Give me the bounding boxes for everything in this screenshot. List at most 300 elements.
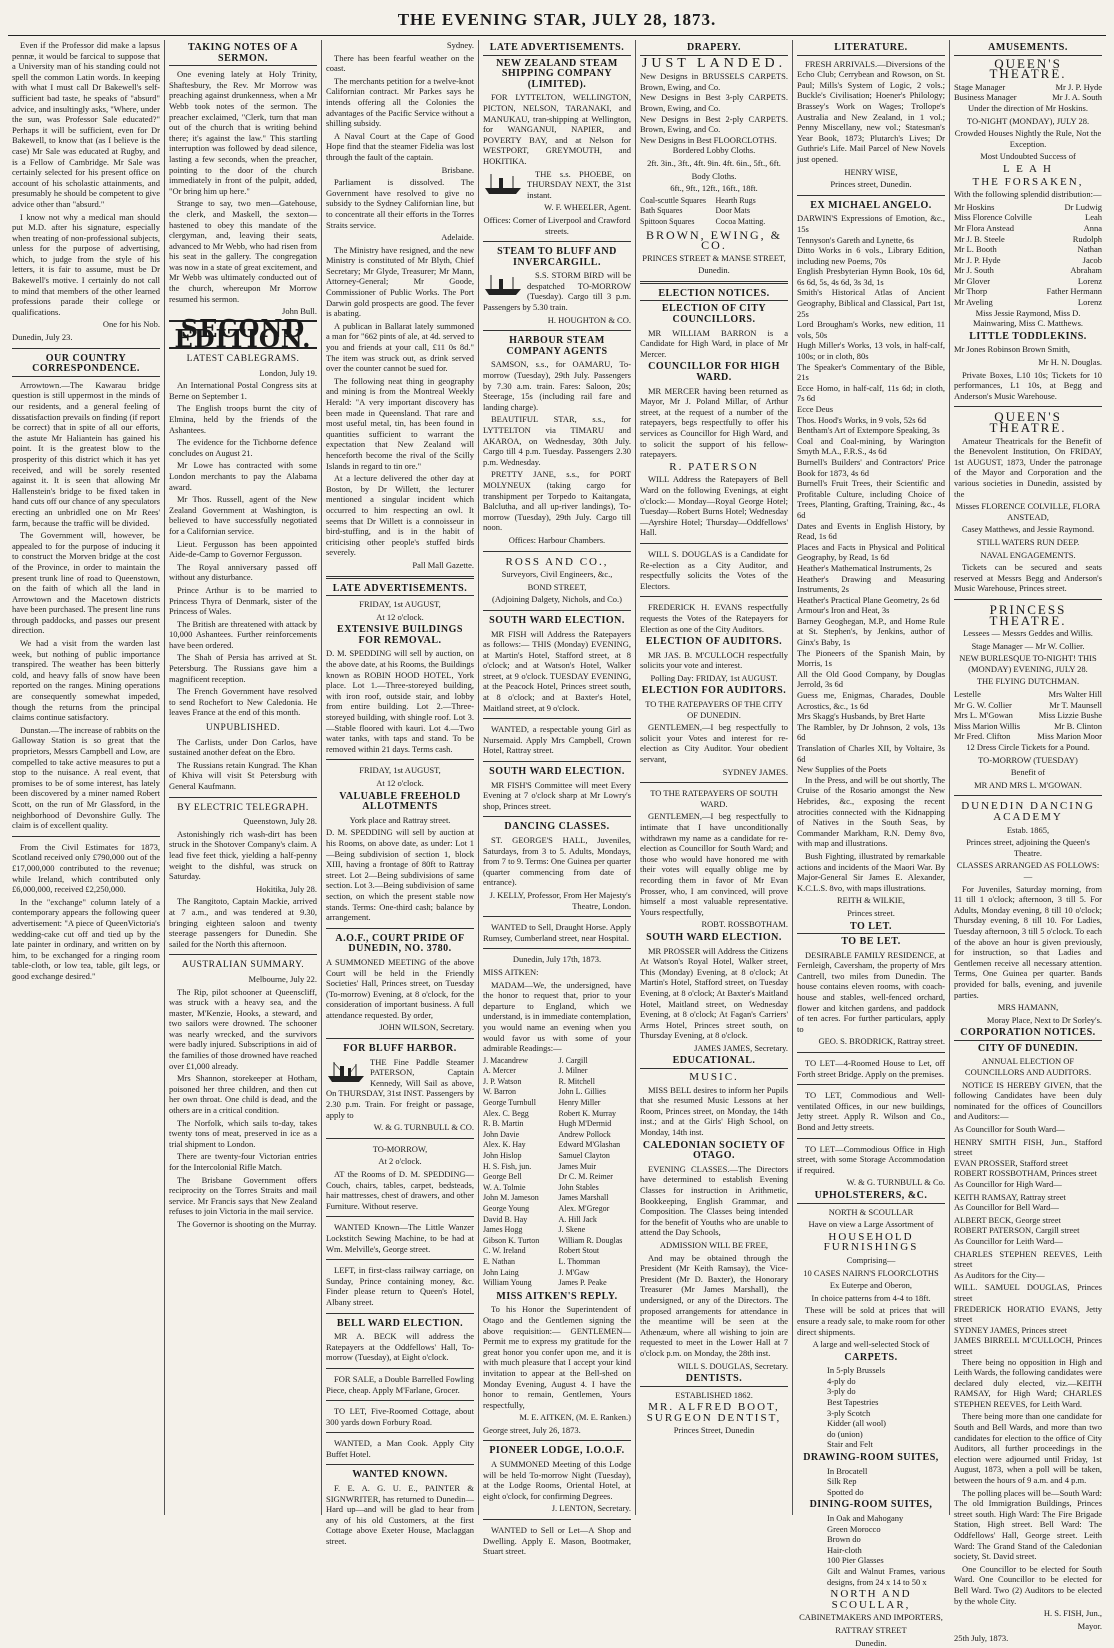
leith-candidates (954, 1249, 1102, 1270)
ad-date: 25th July, 1873. (954, 1633, 1009, 1644)
text-line: Prince Arthur is to be married to Princess Thyra of Denmark, sister of the Princess of Wales. (169, 584, 317, 617)
text-line: WILL. SAMUEL DOUGLAS, Princes street (954, 1282, 1102, 1303)
ad-body: EVENING CLASSES.—The Directors have determined to establish Evening Classes for instruction in Arithmetic, Bookkeeping, English Grammar, and Composition. The Classes being intended for the benefit of Youths who are unable to attend the Day Schools, (640, 1163, 788, 1238)
text-line: HENRY SMITH FISH, Jun., Stafford street (954, 1136, 1102, 1158)
ad-body: Amateur Theatricals for the Benefit of the Benevolent Institution, On FRIDAY, 1st AUGUST, 1873, Under the patronage of the Mayor and Corporation and the various societies in Dunedin, assisted by the (954, 435, 1102, 499)
divider (797, 1052, 945, 1053)
cast-cell: Mr L. Booth (954, 244, 997, 255)
ad-line: Ex Euterpe and Oberon, (829, 1280, 913, 1291)
divider (954, 406, 1102, 407)
ad-addressee: TO THE RATEPAYERS OF THE CITY OF DUNEDIN. (645, 699, 783, 720)
ad-body: MR MERCER having been returned as Mayor, Mr J. Poland Millar, of Arthur street, at the request of a number of the ratepayers, begs respectfully to offer his services as Councillor for High Ward, and to solicit the support of his fellow-ratepayers. (640, 385, 788, 460)
south-candidates (954, 1137, 1102, 1179)
ad-line: 12 Dress Circle Tickets for a Pound. (966, 742, 1090, 753)
ad-body: MR PROSSER will Address the Citizens At Watson's Royal Hotel, Walker street, This (Monday) Evening, at 8 o'clock; At Martin's Hotel, Stafford street, on Tuesday Evening, at 8 o'clock; At Baxter's Maitland Hotel, Maitland street, on Wednesday Evening, at 8 o'clock; At Fagan's Carriers' Arms Hotel, Princes street south, on Thursday Evening, at 8 o'clock. (640, 945, 788, 1041)
ad-date: FRIDAY, 1st AUGUST, (359, 765, 441, 776)
ad-line: Polling Day: FRIDAY, 1st AUGUST. (650, 672, 778, 683)
ad-address: (Adjoining Dalgety, Nichols, and Co.) (492, 594, 622, 605)
ad-tolet: TO LET—4-Roomed House to Let, off Forth street Bridge. Apply on the premises. (797, 1058, 945, 1079)
ad-line: Lessees — Messrs Geddes and Willis. (963, 628, 1093, 639)
divider (640, 543, 788, 544)
text-line: Mr Thos. Russell, agent of the New Zealand Government at Washington, is believed to have successfully negotiated for a Californian service. (169, 494, 317, 536)
cast-list-2 (954, 689, 1102, 742)
ad-body: Bush Fighting, illustrated by remarkable actions and incidents of the Maori War. By Major-General Sir James E. Alexander, K.C.L.S. 8vo, with maps illustrations. (797, 850, 945, 893)
cast-cell: Mr Thorp (954, 286, 988, 297)
text-line: Translation of Charles XII, by Voltaire, 3s 6d (797, 743, 945, 764)
squares-left (640, 196, 713, 228)
ad-address: Moray Place, Next to Dr Sorley's. (986, 1014, 1102, 1025)
ad-title: CARPETS. (844, 1351, 898, 1363)
cast-cell: Mr Fred. Clifton (954, 731, 1011, 742)
text-line: Ditto Works in 6 vols., Library Edition, including new Poems, 70s (797, 245, 945, 266)
text-line: William R. Douglas (558, 1235, 623, 1245)
ad-title: CALEDONIAN SOCIETY OF OTAGO. (642, 1139, 786, 1162)
ad-line: Casey Matthews, and Jessie Raymond. (961, 524, 1095, 535)
text-line: Henry Miller (558, 1098, 601, 1108)
tolet-section: TO LET. (797, 922, 945, 935)
text-line: A. Hill Jack (558, 1214, 597, 1224)
text-line: In Oak and Mahogany (827, 1513, 904, 1523)
ad-wanted: WANTED, a respectable young Girl as Nursemaid. Apply Mrs Campbell, Crown Hotel, Rattray street. (483, 724, 631, 756)
aus-paragraphs (169, 987, 317, 1230)
text-line: The Norfolk, which sails to-day, takes twenty tons of meat, preserved in ice as a trial shipment to London. (169, 1117, 317, 1149)
cast-cell: Miss Marion Moor (1037, 731, 1102, 742)
ad-body: S.S. STORM BIRD will be despatched TO-MORROW (Tuesday). Cargo till 3 p.m. Passengers by 5.30 train. (483, 270, 631, 313)
ad-title: ELECTION FOR AUDITORS. (641, 685, 787, 697)
divider (483, 816, 631, 817)
ad-line: CLASSES ARRANGED AS FOLLOWS:— (956, 860, 1100, 881)
ad-line: Mr H. N. Douglas. (1038, 357, 1102, 368)
divider (640, 596, 788, 597)
ad-signature: WILL S. DOUGLAS, Secretary. (677, 1360, 788, 1371)
text-line: The Rambler, by Dr Johnson, 2 vols, 13s 6d (797, 721, 945, 743)
ad-title: STEAM TO BLUFF AND INVERCARGILL. (497, 246, 617, 268)
aus-title: AUSTRALIAN SUMMARY. (181, 960, 305, 971)
column-2 (165, 40, 322, 1515)
text-line: Alex. M'Gregor (558, 1204, 610, 1213)
text-line: We had a visit from the warden last week, but nothing of public importance transpired. The weather has been bitterly cold, and heavy falls of snow have been reported on the ranges. Mining operations are consequently somewhat impeded, though the returns from the principal claims continue satisfactory. (12, 638, 160, 723)
text-line: New Designs in Best FLOORCLOTHS. (640, 134, 777, 145)
ad-line: As Councillor for South Ward— (954, 1124, 1065, 1135)
divider (326, 759, 474, 760)
text-line: James Muir (558, 1161, 597, 1171)
text-line: Guess me, Enigmas, Charades, Double Acrostics, &c., 1s 6d (797, 690, 945, 711)
dentists-section: DENTISTS. (640, 1374, 788, 1387)
text-line: Spotted do (827, 1486, 864, 1497)
civil-paragraphs (12, 842, 160, 982)
unpublished-title: UNPUBLISHED. (205, 723, 281, 734)
ad-address: Princes street. (847, 907, 895, 918)
text-line: Hair-cloth (827, 1544, 862, 1555)
country-title: OUR COUNTRY CORRESPONDENCE. (12, 354, 160, 377)
text-line: The following neat thing in geography and mining is from the Montreal Weekly Herald: "A very important discovery has been made in Queensland. That rare and most useful metal, tin, has been found in quantities sufficient to warrant the expectation that New Zealand will henceforth become the rival of the Scilly Islands in regard to tin ore." (326, 375, 474, 471)
cast-cell: Mrs Walter Hill (1048, 689, 1102, 700)
ad-title: WANTED KNOWN. (352, 1469, 448, 1481)
ad-wanted: WANTED, a Man Cook. Apply City Buffet Hotel. (326, 1438, 474, 1459)
ad-title: HARBOUR STEAM COMPANY AGENTS (506, 335, 608, 357)
ad-line: ADMISSION WILL BE FREE, (659, 1239, 769, 1250)
ad-title: A.O.F., COURT PRIDE OF DUNEDIN, NO. 3780. (335, 932, 465, 955)
cast-cell: Mr J. P. Hyde (954, 254, 1001, 265)
ad-time: At 12 o'clock. (376, 778, 424, 788)
ad-left: LEFT, in first-class railway carriage, on Sunday, Prince containing money, &c. Finder please return to Queen's Hotel, Albany street. (326, 1265, 474, 1307)
text-line: J. Cargill (558, 1055, 588, 1065)
ad-line: Have on view a Large Assortment of (808, 1219, 934, 1230)
masthead-title: THE EVENING STAR, JULY 28, 1873. (397, 10, 717, 29)
cast-cell: Dr Ludwig (1064, 201, 1102, 212)
text-line: In Brocatell (827, 1465, 868, 1476)
sydney-paragraphs (326, 53, 474, 163)
text-line: Edward M'Glashan (558, 1140, 621, 1150)
ad-body: FRESH ARRIVALS.—Diversions of the Echo Club; Cerrybean and Rowson, on St. Paul; Mills's System of Logic, 2 vols.; Buckle's Civilisation; Hoener's Philology; Brassey's Work on Wages; Trollope's Australia and New Zealand, in 1 vol.; Penny Miscellany, new vol.; Statesman's Year Book, 1873; Plutarch's Lives; Dr Guthrie's Life. Mail Parcel of New Novels just opened. (797, 58, 945, 164)
text-line: The merchants petition for a twelve-knot Californian contract. Mr Parkes says he intends offering all the Colonies the advantages of the Pacific Service without a shilling subsidy. (326, 75, 474, 129)
ad-body: THE s.s. PHOEBE, on THURSDAY NEXT, the 31st instant. (527, 168, 631, 200)
ad-wanted: WANTED to Sell, Draught Horse. Apply Rumsey, Cumberland street, near Hospital. (483, 922, 631, 943)
text-line: New Designs in BRUSSELS CARPETS. Brown, Ewing, and Co. (640, 71, 788, 92)
divider (483, 761, 631, 762)
ad-body: MR A. BECK will address the Ratepayers at the Oddfellows' Hall, To-morrow (Tuesday), at Eight o'clock. (326, 1331, 474, 1363)
divider (483, 610, 631, 611)
text-line: The Carlists, under Don Carlos, have sustained another defeat on the Ebro. (169, 736, 317, 758)
ad-body: To his Honor the Superintendent of Otago and the Gentlemen signing the above requisition:— GENTLEMEN—Permit me to express my gratitude for the great honor you confer upon me, and it is with much pleasure that I accept your kind invitation to appear at the Bell-shed on Monday Evening, August 4. I have the honor to remain, Gentlemen, Yours respectfully, (483, 1304, 631, 1410)
text-line: Bentham's Art of Extempore Speaking, 3s (797, 425, 940, 436)
cast-cell: Miss Lizzie Bushe (1038, 710, 1102, 721)
column-6 (793, 40, 950, 1648)
text-line: At a lecture delivered the other day at Boston, by Dr Willett, the lecturer mentioned a singular incident which occurred to him respecting an owl. It seems that Dr Willett is a connoisseur in bird-stuffing, and is in the habit of criticising other people's stuffed birds severely. (326, 473, 474, 558)
ad-body: PRETTY JANE, s.s., for PORT MOLYNEUX (taking cargo for transhipment per Torpedo to Kaitangata, Balclutha, and all up-river landings), To-morrow (Tuesday), 29th July. Cargo till noon. (483, 469, 631, 533)
text-line: ALBERT BECK, George street (954, 1214, 1061, 1225)
cast-cell: Rudolph (1072, 233, 1102, 244)
ad-signature: GEO. S. BRODRICK, Rattray street. (818, 1036, 945, 1047)
divider (797, 195, 945, 196)
sermon-title: TAKING NOTES OF A SERMON. (169, 43, 317, 66)
divider (326, 1368, 474, 1369)
ad-title: LITTLE TODDLEKINS. (969, 330, 1087, 342)
late-ads-title: LATE ADVERTISEMENTS. (326, 584, 474, 597)
steamship-icon (326, 1058, 366, 1084)
text-line: Arrowtown.—The Kawarau bridge question is still uppermost in the minds of our residents, and a general feeling of dissatisfaction prevails on finding (if report be correct) that in spite of all our efforts, the astute Mr Haliantein has gained his point. It is the greatest blow to the prosperity of this district which it has yet received, and will be sorely resented against it. It is seen that allowing Mr Hallenstein's bridge to be fixed taken in hand cuts off our chance of any speculators erecting an unbridled one on Mr Rees' farm, because the traffic will be divided. (12, 379, 160, 528)
text-line: DARWIN'S Expressions of Emotion, &c., 15s (797, 213, 945, 234)
text-line: John L. Gillies (558, 1087, 606, 1097)
text-line: George Turnbull (483, 1098, 536, 1108)
ad-line: Under the direction of Mr Hoskins. (968, 102, 1088, 113)
ad-address: Offices: Corner of Liverpool and Crawford streets. (483, 214, 631, 236)
carpet-list (797, 1365, 945, 1450)
ad-body: MADAM—We, the undersigned, have the honor to request that, prior to your departure to England, which we understand, is in immediate contemplation, you would name an evening when you would favor us with some of your admirable Readings:— (483, 979, 631, 1054)
ad-body: A SUMMONED Meeting of this Lodge will be held To-morrow Night (Tuesday), at the Lodge Rooms, Oriental Hotel, at eight o'clock, for confirming Degrees. (483, 1459, 631, 1501)
ad-line: Princes street, adjoining the Queen's Theatre. (966, 837, 1090, 858)
ad-title: SOUTH WARD ELECTION. (489, 766, 625, 778)
cast-row (954, 265, 1102, 276)
text-line: EVAN PROSSER, Stafford street (954, 1157, 1068, 1168)
late-ads-title: LATE ADVERTISEMENTS. (483, 43, 631, 56)
ad-signature: J. LENTON, Secretary. (551, 1503, 631, 1514)
ad-heading: JUST LANDED. (641, 55, 787, 71)
text-line: Cocoa Matting. (715, 216, 766, 226)
text-line: John Davie (483, 1129, 520, 1139)
text-line: George Bell (483, 1172, 522, 1182)
cast-row (954, 244, 1102, 255)
ad-title: DANCING CLASSES. (504, 821, 610, 833)
ad-line: As Councillor for Leith Ward— (954, 1235, 1063, 1246)
credit-row (954, 82, 1102, 93)
divider (797, 1138, 945, 1139)
text-line: do (union) (827, 1428, 863, 1439)
educational-section: EDUCATIONAL. (640, 1056, 788, 1069)
ad-line: NAVAL ENGAGEMENTS. (980, 549, 1076, 560)
text-line: Ecce Homo, in half-calf, 11s 6d; in cloth, 7s 6d (797, 382, 945, 404)
text-line: From the Civil Estimates for 1873, Scotland received only £790,000 out of the £17,000,000 contributed to the revenue; while Ireland, which contributed only £6,000,000, received £2,250,000. (12, 841, 160, 895)
cast-cell: Leah (1085, 212, 1102, 223)
corporation-section: CORPORATION NOTICES. (954, 1028, 1102, 1041)
cast-row (954, 223, 1102, 234)
ad-line: CABINETMAKERS AND IMPORTERS, (799, 1612, 943, 1623)
ad-body: A SUMMONED MEETING of the above Court will be held in the Friendly Societies' Hall, Princes street, on Tuesday (To-morrow) Evening, at 8 o'clock, for the consideration of important business. A full attendance requested. By order, (326, 956, 474, 1020)
ad-body: THE Fine Paddle Steamer PATERSON, Captain Kennedy, Will Sail as above, On THURSDAY, 31st INST. Passengers by 2.30 p.m. Train. For freight or passage, apply to (326, 1056, 474, 1120)
text-line: John M. Jameson (483, 1193, 539, 1203)
text-line: Ecce Deus (797, 404, 834, 414)
cast-row (954, 721, 1102, 732)
text-line: R. Mitchell (558, 1076, 595, 1086)
second-edition-banner: SECOND EDITION. (169, 320, 317, 349)
ad-line: In choice patterns from 4-4 to 18ft. (811, 1292, 931, 1303)
text-line: Coal-scuttle Squares (640, 195, 706, 205)
book-list (797, 213, 945, 774)
text-line: There are twenty-four Victorian entries for the Intercolonial Rifle Match. (169, 1151, 317, 1172)
column-5 (636, 40, 793, 1515)
text-line: James Marshall (558, 1193, 609, 1203)
electric-title: BY ELECTRIC TELEGRAPH. (177, 802, 309, 813)
ad-freehold (326, 765, 474, 922)
text-line: Thos. Hood's Works, in 9 vols, 52s 6d (797, 414, 927, 425)
text-line: 4-ply do (827, 1375, 856, 1386)
divider (326, 1464, 474, 1465)
ad-title: BELL WARD ELECTION. (336, 1317, 464, 1329)
ad-title: SOUTH WARD ELECTION. (646, 931, 782, 943)
text-line: The Government will, however, be appealed to for the purpose of inducing it to construct the Morven bridge at the cost of the Province, in order to maintain the present trunk line of road to Queenstown, on the faith of which all the land in Arrowtown and the Macetown districts have been purchased. The present line runs through paddocks, and passes our present direction. (12, 530, 160, 636)
text-line: Burnell's Fruit Trees, their Scientific and Profitable Culture, including Choice of Trees, Planting, Grafting, Training, &c., 4s 6d (797, 478, 945, 520)
ad-body: MR FISH will Address the Ratepayers as follows:— THIS (Monday) EVENING, at Martin's Hotel, Stafford street, at 8 o'clock; and at Watson's Hotel, Walker street, at 9 o'clock. TUESDAY EVENING, at the Peacock Hotel, Princes street south, at 8 o'clock; and at Baxter's Hotel, Maitland street, at 9 o'clock. (483, 628, 631, 713)
text-line: Armour's Iron and Heat, 3s (797, 605, 890, 616)
cast-cell: Miss Marion Willis (954, 720, 1021, 731)
cast-cell: Nathan (1077, 244, 1102, 255)
divider (640, 782, 788, 783)
divider (326, 1138, 474, 1139)
cast-row (954, 212, 1102, 223)
text-line: The British are threatened with attack by 10,000 Ashantees. Further reinforcements have been ordered. (169, 618, 317, 650)
text-line: Gilt and Walnut Frames, various designs, from 24 x 14 to 50 x (827, 1565, 945, 1587)
ad-line: As Councillor for Bell Ward— (954, 1202, 1059, 1213)
ad-forsale: FOR SALE, a Double Barrelled Fowling Piece, cheap. Apply M'Farlane, Grocer. (326, 1373, 474, 1395)
sermon-source: John Bull. (282, 306, 317, 317)
credit-role: Business Manager (954, 92, 1017, 103)
divider (483, 1519, 631, 1520)
steamship-icon (483, 170, 523, 196)
text-line: 3-ply do (827, 1386, 856, 1397)
ad-heading: BROWN, EWING, & CO. (646, 227, 782, 253)
cast-cell: Mr T. Maunsell (1049, 699, 1102, 710)
text-line: CHARLES STEPHEN REEVES, Leith street (954, 1248, 1102, 1270)
text-line: Mrs Skagg's Husbands, by Bret Harte (797, 711, 926, 722)
ad-line: 6ft., 9ft., 12ft., 16ft., 18ft. (670, 183, 758, 194)
cables-paragraphs (169, 380, 317, 718)
ad-line: Bordered Lobby Cloths. (672, 145, 756, 156)
ad-bluff (326, 1044, 474, 1133)
text-line: A Naval Court at the Cape of Good Hope find that the steamer Fidelia was lost through the fault of the captain. (326, 130, 474, 162)
ad-line: Mr Jones Robinson Brown Smith, (954, 344, 1070, 355)
text-line: New Designs in Best 3-ply CARPETS. Brown, Ewing, and Co. (640, 92, 788, 113)
ad-title: EX MICHAEL ANGELO. (810, 199, 932, 211)
text-line: Samuel Clayton (558, 1151, 610, 1161)
ad-title: ELECTION OF AUDITORS. (645, 636, 783, 648)
text-line: JAMES BIRRELL M'CULLOCH, Princes street (954, 1335, 1102, 1356)
ad-body: WILL S. DOUGLAS is a Candidate for Re-election as a City Auditor, and respectfully solicits the Votes of the Electors. (640, 548, 788, 591)
ad-signature: H. S. FISH, Jun., (1043, 1608, 1102, 1619)
text-line: Bath Squares (640, 206, 683, 216)
cast-row (954, 255, 1102, 266)
cast-row (954, 276, 1102, 287)
ad-title: PIONEER LODGE, I.O.O.F. (489, 1445, 625, 1457)
ad-title: CITY OF DUNEDIN. (977, 1042, 1079, 1054)
ad-body: BEAUTIFUL STAR, s.s., for LYTTELTON via TIMARU and AKAROA, on Wednesday, 30th July. Cargo till 4 p.m. Tuesday. Passengers 2.30 p.m. Wednesday. (483, 414, 631, 467)
ad-title: ELECTION OF CITY COUNCILLORS. (661, 303, 767, 326)
divider (483, 551, 631, 552)
cast-cell: Lestelle (954, 689, 981, 700)
text-line: SYDNEY JAMES, Princes street (954, 1324, 1068, 1335)
text-line: David B. Hay (483, 1214, 528, 1224)
divider (483, 916, 631, 917)
ad-line: Comprising— (846, 1254, 896, 1265)
divider (12, 348, 160, 349)
ad-date: Dunedin, July 17th, 1873. (512, 954, 602, 965)
text-line: Hugh M'Dermid (558, 1119, 612, 1129)
ad-signature: ROBT. ROSSBOTHAM. (701, 919, 788, 930)
ad-aof (326, 934, 474, 1033)
ad-line: Benefit of (1010, 767, 1046, 778)
divider (954, 599, 1102, 600)
text-line: 100 Pier Glasses (827, 1555, 884, 1566)
ad-body: SAMSON, s.s., for OAMARU, To-morrow (Tuesday), 29th July. Passengers by 7.30 a.m. train. Fares: Saloon, 20s; Steerage, 15s (including rail fare and landing charge). (483, 359, 631, 412)
divider (326, 1038, 474, 1039)
text-line: John Laing (483, 1267, 519, 1277)
text-line: W. A. Tolmie (483, 1182, 526, 1192)
ad-wanted: WANTED Known—The Little Wanzer Lockstitch Sewing Machine, to be had at Wm. Melville's, George street. (326, 1222, 474, 1254)
adelaide-dateline: Adelaide. (441, 232, 474, 243)
steamship-icon (483, 271, 523, 297)
text-line: Robert K. Murray (558, 1108, 617, 1118)
ad-body: For Juveniles, Saturday morning, from 11 till 1 o'clock; afternoon, 3 till 5. For Adults, Monday evening, 8 till 10 o'clock; Thursday evening, 8 till 10. For Ladies, Tuesday afternoon, 3 till 5 o'clock. To each of the above an hour is given previously, for instruction, so that Ladies and Gentlemen receive all necessary attention. Terms, One Guinea per quarter. Bands provided for balls, evening, and juvenile parties. (954, 883, 1102, 1000)
divider (326, 928, 474, 929)
ad-line: 10 CASES NAIRN'S FLOORCLOTHS (803, 1267, 939, 1278)
text-line: In the "exchange" column lately of a contemporary appears the following queer advertisement: "A piece of QueenVictoria's wedding-cake cut off and tied up by the late painter in ordinary, and written on by him, to be exchanged for a ringing room table-cloth, or low tea, table, gilt legs, or good exchange desired." (12, 896, 160, 981)
ad-body: D. M. SPEDDING will sell by auction at his Rooms, on above date, as under: Lot 1—Being subdivision of section 1, block XIII, having a frontage of 80ft to Rattray street. Lot 2—Being subdivisions of same section. Lot 3.—Being subdivision of same section, on which the present stable now stands. Terms: One-third cash; balance by arrangement. (326, 827, 474, 923)
ad-line: ANNUAL ELECTION OF COUNCILLORS AND AUDITORS. (964, 1056, 1092, 1078)
text-line: J. Macandrew (483, 1055, 528, 1065)
cast-list (954, 202, 1102, 308)
text-line: J. Skene (558, 1225, 586, 1235)
text-line: Brown do (827, 1534, 861, 1545)
ad-heading: R. PATERSON (669, 460, 759, 473)
cast-row (954, 286, 1102, 297)
ad-heading: MR. ALFRED BOOT, SURGEON DENTIST, (646, 1401, 782, 1424)
cast-cell: Lorenz (1077, 297, 1102, 308)
cast-cell: Mr Glover (954, 275, 991, 286)
ad-heading: HOUSEHOLD FURNISHINGS (823, 1230, 919, 1254)
ad-line: As Auditors for the City— (954, 1269, 1045, 1280)
text-line: Strange to say, two men—Gatehouse, the clerk, and Maskell, the sexton—hastened to obey this mandate of the clergyman, and, leaving their seats, advanced to Mr Webb, who had risen from his seat in the gallery. The congregation was now in a state of great excitement, and Mr Webb was ultimately conducted out of the church, whereupon Mr Morrow resumed his sermon. (169, 198, 317, 304)
signatories-right (558, 1056, 631, 1289)
text-line: The Pioneers of the Spanish Main, by Morris, 1s (797, 647, 945, 669)
ad-heading: L E A H (1003, 162, 1053, 175)
credit-person: Mr J. A. South (1052, 92, 1102, 103)
ad-heading: QUEEN'S THEATRE. (989, 55, 1067, 82)
ad-heading: PRINCESS THEATRE. (989, 601, 1067, 628)
ad-body: WILL Address the Ratepayers of Bell Ward on the following Evenings, at eight o'clock:— Monday—Royal George Hotel; Tuesday—Robert Burns Hotel; Wednesday—Ayrshire Hotel; Thursday—Oddfellows' Hall. (640, 474, 788, 538)
text-line: H. S. Fish, jun. (483, 1161, 532, 1171)
drawing-list (797, 1466, 945, 1498)
ad-body: GENTLEMEN,—I beg respectfully to solicit your Votes and interest for re-election as City Auditor. Your obedient servant, (640, 722, 788, 765)
text-line: Places and Facts in Physical and Political Geography, by Read, 1s 6d (797, 541, 945, 563)
text-line: Silk Rep (827, 1476, 857, 1487)
ad-tolet: TO LET, Commodious and Well-ventilated Offices, in our new buildings, Jetty street. Apply R. Wilson and Co., Bond and Jetty streets. (797, 1090, 945, 1132)
squares-right (715, 196, 788, 228)
ad-line: Miss Jessie Raymond, Miss D. Mainwaring, Miss C. Matthews. (972, 307, 1084, 329)
text-line: J. M'Gaw (558, 1267, 590, 1277)
intro-paragraphs (12, 40, 160, 317)
ad-heading: THE FORSAKEN, (972, 175, 1084, 188)
ad-heading: MUSIC. (689, 1071, 739, 1084)
text-line: I know not why a medical man should put M.D. after his signature, especially when treating of non-professional subjects, unless for the purpose of advertising, which, to judge from the style of his letters, it is fair to assume, must be Dr Bakewell's motive. I certainly do not call to mind that members of the other learned professions parade their college or qualifications. (12, 211, 160, 317)
text-line: The Russians retain Kungrad. The Khan of Khiva will visit St Petersburg with General Kaufmann. (169, 759, 317, 791)
ad-address: BOND STREET, (527, 581, 587, 592)
ad-date: TO-MORROW, (372, 1143, 428, 1154)
ad-heading: NORTH & SCOULLAR (828, 1206, 914, 1217)
text-line: All the Old Good Company, by Douglas Jerrold, 3s 6d (797, 668, 945, 690)
text-line: Barney Geoghegan, M.P., and Home Rule at St. Stephen's, by Jenkins, author of Ginx's Baby, 1s (797, 615, 945, 648)
text-line: The evidence for the Tichborne defence concludes on August 21. (169, 437, 317, 458)
text-line: Hugh Miller's Works, 13 vols, in half-calf, 100s; or in cloth, 80s (797, 340, 945, 362)
amusements-section: AMUSEMENTS. (954, 43, 1102, 56)
ad-signature: SYDNEY JAMES. (722, 766, 788, 777)
credit-role: Stage Manager (954, 81, 1006, 92)
ad-title: VALUABLE FREEHOLD ALLOTMENTS (339, 790, 461, 813)
ad-heading: MRS HAMANN, (997, 1002, 1059, 1013)
text-line: ROBERT ROSSBOTHAM, Princes street (954, 1168, 1097, 1179)
text-line: New Designs in Best 2-ply CARPETS. Brown, Ewing, and Co. (640, 113, 788, 135)
sydney-dateline: Sydney. (446, 40, 474, 50)
aus-dateline: Melbourne, July 22. (248, 973, 317, 984)
text-line: Heather's Practical Plane Geometry, 2s 6d (797, 594, 940, 605)
hokitika-dateline: Hokitika, July 28. (256, 883, 317, 894)
ad-time: At 2 o'clock. (378, 1156, 422, 1167)
cast-row (954, 689, 1102, 700)
cast-cell: Abraham (1070, 265, 1102, 276)
text-line: The Speaker's Commentary of the Bible, 21s (797, 361, 945, 383)
ad-line: ESTABLISHED 1862. (675, 1389, 753, 1400)
text-line: Robert Stout (558, 1246, 600, 1256)
sermon-paragraphs (169, 69, 317, 304)
text-line: E. Nathan (483, 1256, 515, 1266)
dining-list (797, 1513, 945, 1587)
ad-body: AT the Rooms of D. M. SPEDDING—Couch, chairs, tables, carpet, bedsteads, hair mattresses, chest of drawers, and other Furniture. Without reserve. (326, 1169, 474, 1211)
ad-line: A large and well-selected Stock of (812, 1339, 930, 1350)
text-line: J. P. Watson (483, 1076, 522, 1086)
text-line: L. Thomman (558, 1256, 601, 1266)
ad-body: MR JAS. B. M'CULLOCH respectfully solicits your vote and interest. (640, 649, 788, 671)
ad-body: The polling places will be—South Ward: The old Immigration Buildings, Princes street south. High Ward: The Fire Brigade Station, High street. Bell Ward: The Oddfellows' Hall, George street. Leith Ward: The Grand Stand of the Caledonian society, St. David street. (954, 1487, 1102, 1562)
cast-cell: Mr B. Clinton (1054, 720, 1102, 731)
ad-line: NEW BURLESQUE TO-NIGHT! THIS (MONDAY) EVENING, JULY 28. (959, 653, 1097, 674)
